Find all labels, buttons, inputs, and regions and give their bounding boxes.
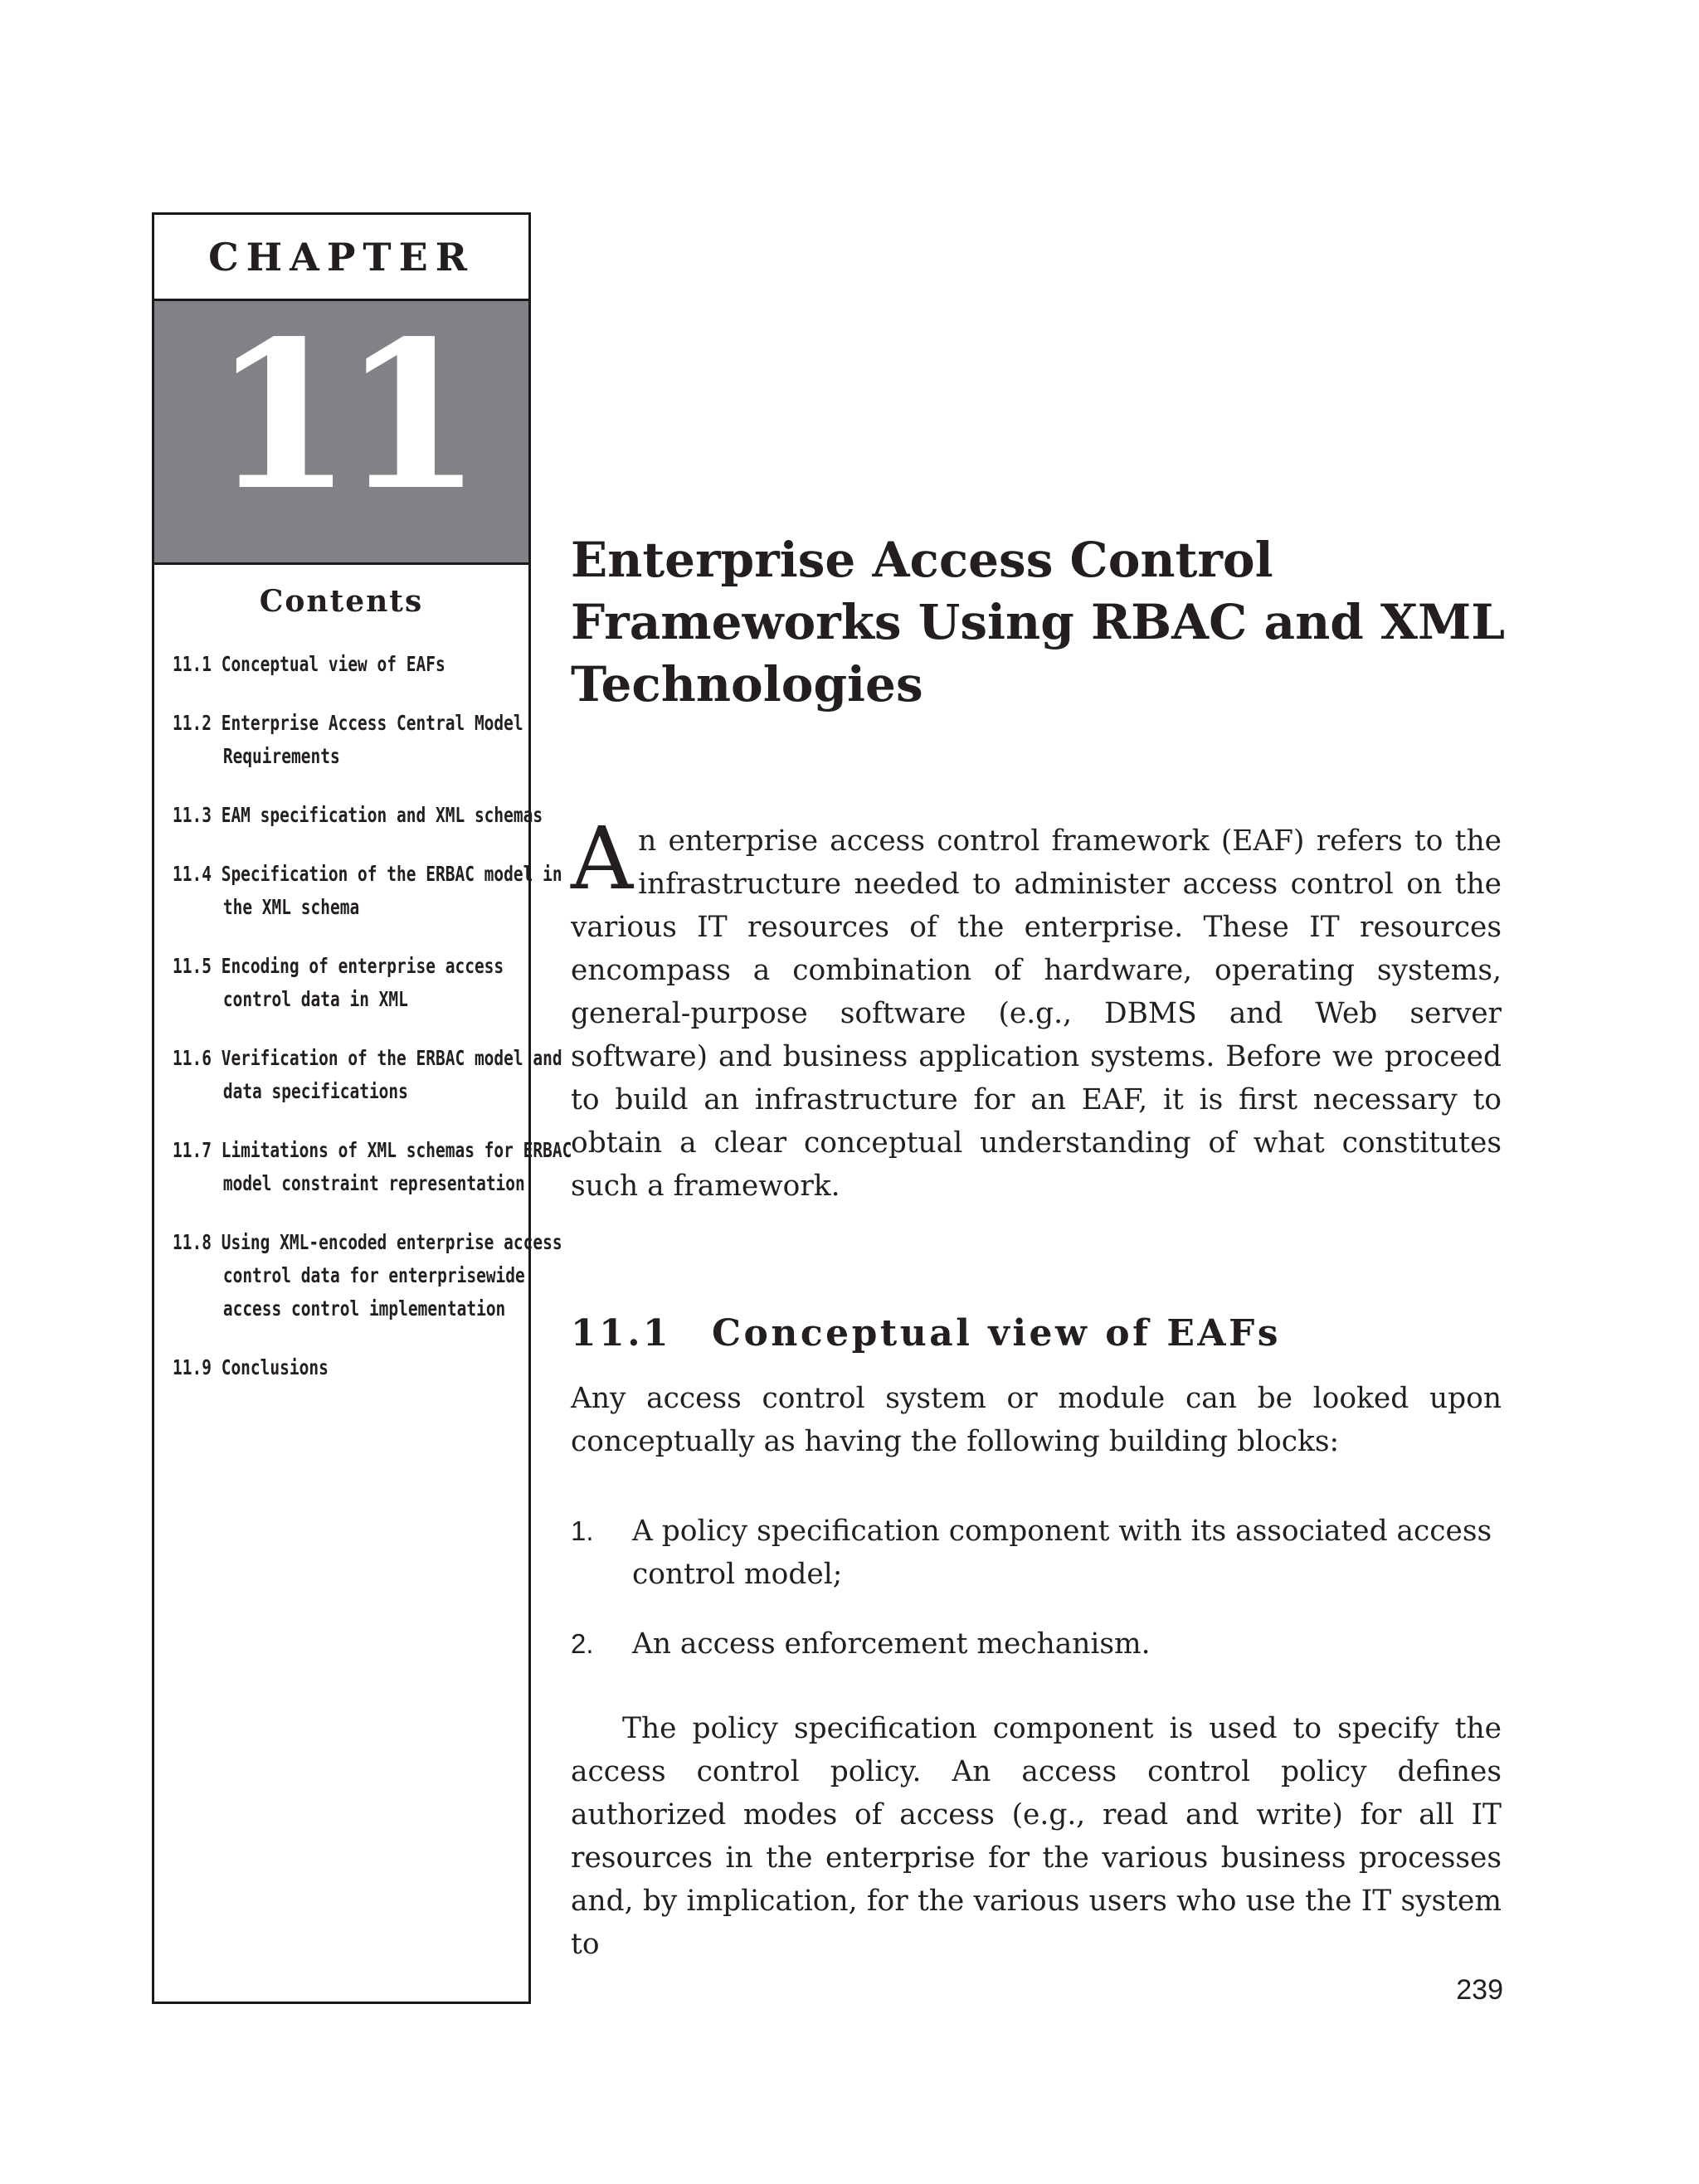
list-item <box>571 1510 1502 1596</box>
intro-paragraph <box>571 808 1502 1208</box>
section-paragraph: Any access control system or module can be looked upon conceptually as having the following building blocks: <box>571 1382 1502 1458</box>
policy-paragraph: The policy specification component is used to specify the access control policy. An access control policy defines authorized modes of access (e.g., read and write) for all IT resources in the enterprise for the various business processes and, by implication, for the various users who use the IT system to <box>571 1712 1502 1961</box>
table-of-contents <box>173 648 572 1410</box>
list-item <box>571 1622 1502 1666</box>
chapter-sidebar <box>152 212 572 2004</box>
building-blocks-list <box>571 1510 1502 1692</box>
list-text: A policy specification component with its associated access control model; <box>632 1515 1492 1591</box>
chapter-number-block <box>154 301 528 565</box>
toc-item[interactable]: 11.5 Encoding of enterprise access control data in XML <box>173 954 504 1011</box>
drop-cap: A <box>571 808 634 909</box>
toc-item[interactable]: 11.3 EAM specification and XML schemas <box>173 803 543 827</box>
toc-item[interactable]: 11.7 Limitations of XML schemas for ERBAC model constraint representation <box>173 1138 572 1195</box>
toc-item[interactable]: 11.8 Using XML-encoded enterprise access control data for enterprisewide access control implementation <box>173 1230 562 1321</box>
contents-title: Contents <box>259 584 424 619</box>
chapter-label: CHAPTER <box>154 215 528 301</box>
list-text: An access enforcement mechanism. <box>632 1627 1151 1661</box>
section-title: Conceptual view of EAFs <box>712 1312 1282 1355</box>
toc-item[interactable]: 11.1 Conceptual view of EAFs <box>173 652 445 676</box>
toc-item[interactable]: 11.4 Specification of the ERBAC model in the XML schema <box>173 862 562 919</box>
toc-item[interactable]: 11.2 Enterprise Access Central Model Requirements <box>173 711 523 768</box>
section-heading <box>571 1312 1525 1355</box>
toc-item[interactable]: 11.9 Conclusions <box>173 1355 329 1379</box>
list-number: 2. <box>571 1628 594 1659</box>
list-number: 1. <box>571 1515 594 1546</box>
chapter-title: Enterprise Access Control Frameworks Using RBAC and XML Technologies <box>571 532 1506 713</box>
toc-item[interactable]: 11.6 Verification of the ERBAC model and data specifications <box>173 1046 562 1103</box>
page-number: 239 <box>1456 1974 1503 2006</box>
section-number: 11.1 <box>571 1312 672 1355</box>
chapter-number: 11 <box>212 301 471 535</box>
intro-text: n enterprise access control framework (EAF) refers to the infrastructure needed to administer access control on the various IT resources of the enterprise. These IT resources encompass a combination of hardware, operating systems, general-purpose software (e.g., DBMS and Web server software) and business application systems. Before we proceed to build an infrastructure for an EAF, it is first necessary to obtain a clear conceptual understanding of what constitutes such a framework. <box>571 824 1502 1203</box>
